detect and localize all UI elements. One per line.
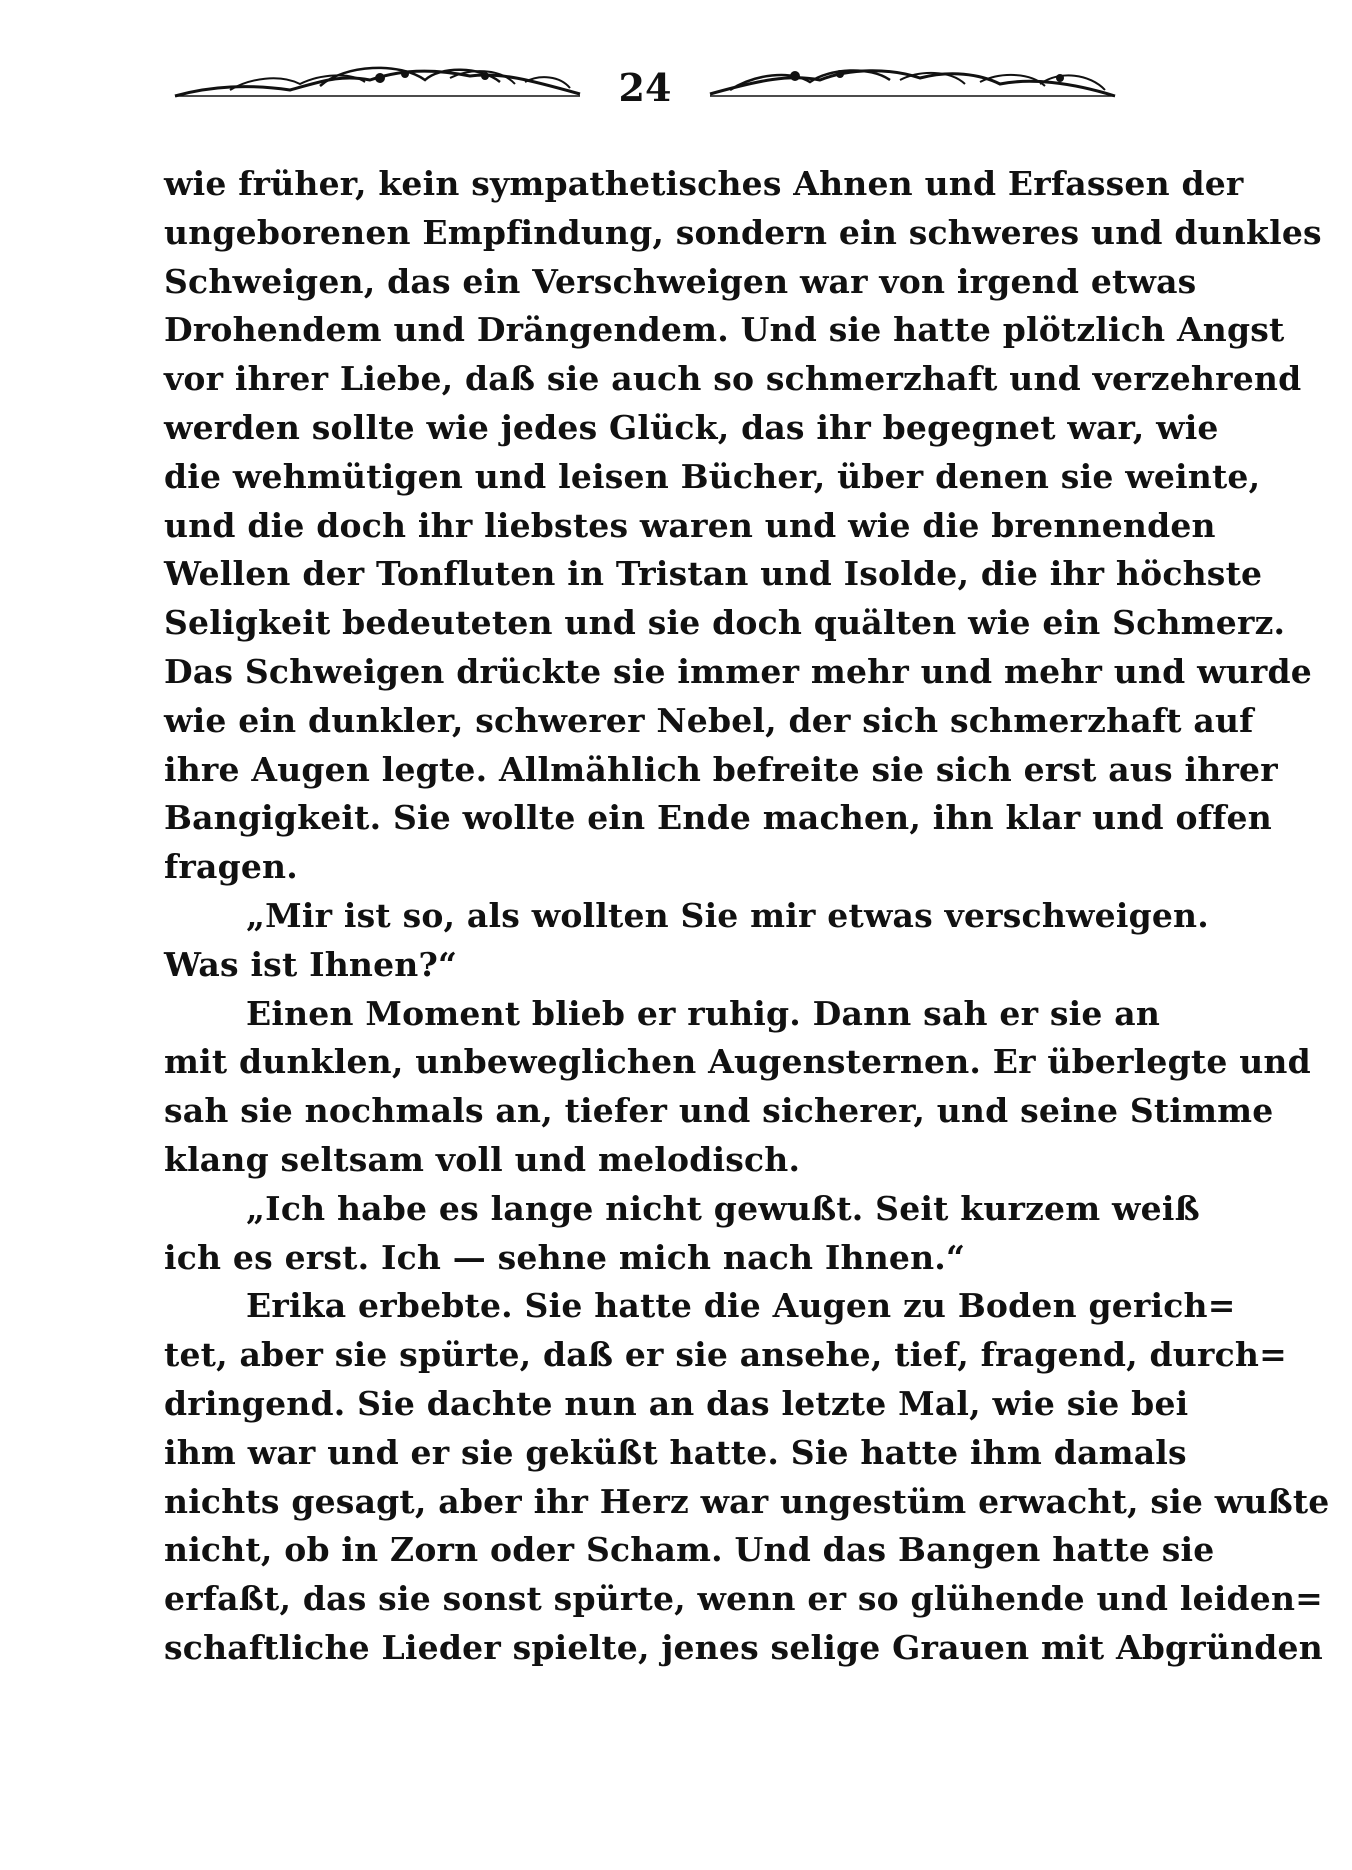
left-ornament xyxy=(170,60,590,120)
text-line: ich es erst. Ich — sehne mich nach Ihnen.“ xyxy=(164,1237,966,1277)
text-line: „Mir ist so, als wollten Sie mir etwas verschweigen. xyxy=(246,895,1209,935)
text-line: und die doch ihr liebstes waren und wie die brennenden xyxy=(164,505,1216,545)
text-line: sah sie nochmals an, tiefer und sicherer, und seine Stimme xyxy=(164,1091,1274,1131)
text-line: Bangigkeit. Sie wollte ein Ende machen, ihn klar und offen xyxy=(164,798,1272,838)
text-line: klang seltsam voll und melodisch. xyxy=(164,1139,801,1179)
text-line: fragen. xyxy=(164,847,298,887)
text-line: nichts gesagt, aber ihr Herz war ungestüm erwacht, sie wußte xyxy=(164,1481,1330,1521)
text-line: erfaßt, das sie sonst spürte, wenn er so glühende und leiden= xyxy=(164,1579,1324,1619)
text-line: wie ein dunkler, schwerer Nebel, der sich schmerzhaft auf xyxy=(164,700,1254,740)
text-line: wie früher, kein sympathetisches Ahnen und Erfassen der xyxy=(164,164,1244,203)
text-line: dringend. Sie dachte nun an das letzte Mal, wie sie bei xyxy=(164,1383,1189,1423)
text-line: Drohendem und Drängendem. Und sie hatte plötzlich Angst xyxy=(164,310,1285,350)
text-line: ihre Augen legte. Allmählich befreite sie sich erst aus ihrer xyxy=(164,749,1278,789)
text-line: Was ist Ihnen?“ xyxy=(164,944,458,984)
text-line: Das Schweigen drückte sie immer mehr und mehr und wurde xyxy=(164,651,1312,691)
text-line: „Ich habe es lange nicht gewußt. Seit kurzem weiß xyxy=(246,1188,1200,1228)
text-line: Wellen der Tonfluten in Tristan und Isolde, die ihr höchste xyxy=(164,554,1263,594)
text-line: ungeborenen Empfindung, sondern ein schweres und dunkles xyxy=(164,212,1322,252)
right-ornament xyxy=(700,60,1120,120)
text-line: schaftliche Lieder spielte, jenes selige Grauen mit Abgründen xyxy=(164,1627,1323,1667)
text-line: tet, aber sie spürte, daß er sie ansehe, tief, fragend, durch= xyxy=(164,1335,1287,1375)
body-text xyxy=(164,160,1330,1673)
text-line: Einen Moment blieb er ruhig. Dann sah er sie an xyxy=(246,993,1161,1033)
text-line: Schweigen, das ein Verschweigen war von irgend etwas xyxy=(164,261,1197,301)
text-line: Erika erbebte. Sie hatte die Augen zu Boden gerich= xyxy=(246,1286,1236,1326)
text-line: mit dunklen, unbeweglichen Augensternen. Er überlegte und xyxy=(164,1042,1311,1082)
page-header xyxy=(170,60,1120,120)
text-line: ihm war und er sie geküßt hatte. Sie hatte ihm damals xyxy=(164,1432,1187,1472)
text-line: die wehmütigen und leisen Bücher, über denen sie weinte, xyxy=(164,456,1261,496)
text-line: werden sollte wie jedes Glück, das ihr begegnet war, wie xyxy=(164,407,1219,447)
page-number: 24 xyxy=(618,65,672,110)
text-line: Seligkeit bedeuteten und sie doch quälten wie ein Schmerz. xyxy=(164,603,1286,643)
text-line: vor ihrer Liebe, daß sie auch so schmerzhaft und verzehrend xyxy=(164,359,1302,399)
text-line: nicht, ob in Zorn oder Scham. Und das Bangen hatte sie xyxy=(164,1530,1215,1570)
